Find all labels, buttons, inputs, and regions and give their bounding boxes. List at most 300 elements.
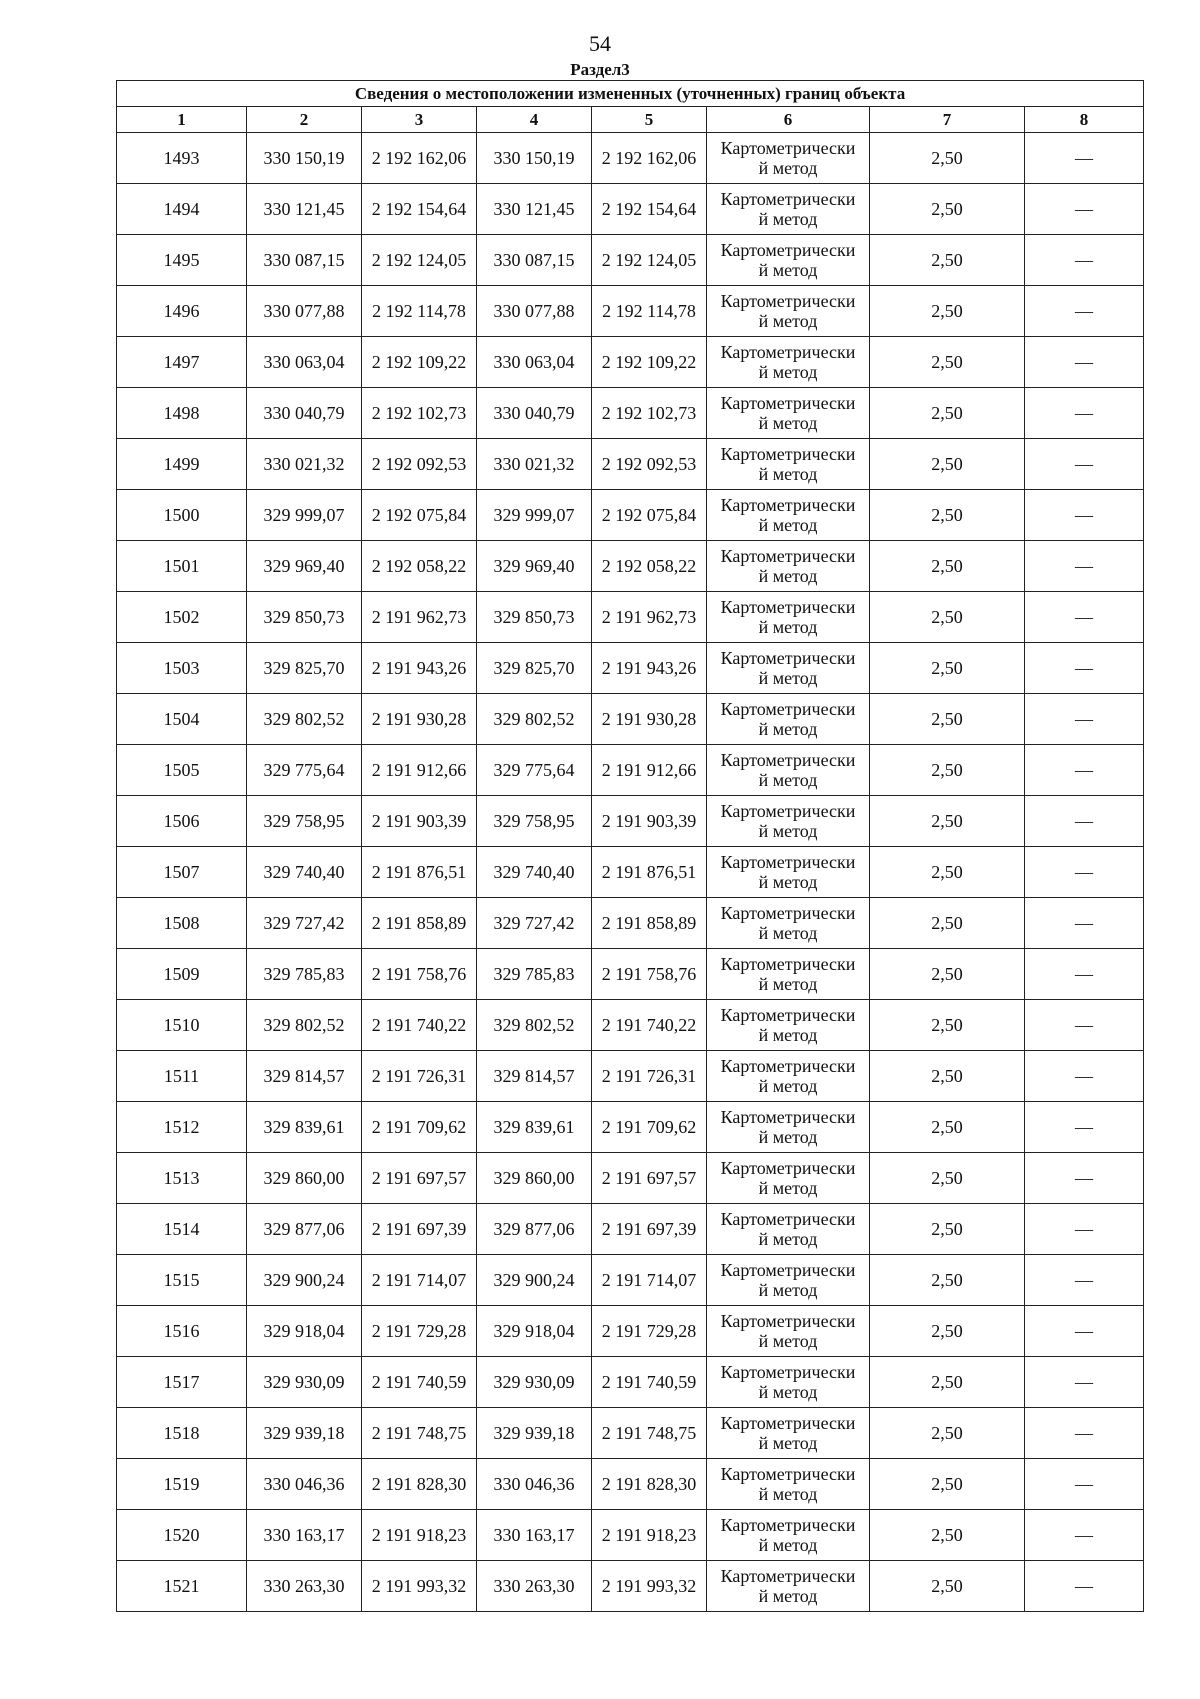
accuracy-cell: 2,50: [870, 949, 1025, 1000]
new-x-coordinate-cell: 329 802,52: [477, 1000, 592, 1051]
accuracy-cell: 2,50: [870, 235, 1025, 286]
method-line-1: Картометрически: [720, 240, 856, 260]
method-line-2: й метод: [758, 413, 818, 433]
accuracy-cell: 2,50: [870, 745, 1025, 796]
table-row: [117, 643, 1144, 694]
accuracy-cell: 2,50: [870, 1204, 1025, 1255]
dash-cell: —: [1025, 184, 1144, 235]
x-coordinate-cell: 329 850,73: [247, 592, 362, 643]
new-x-coordinate-cell: 329 860,00: [477, 1153, 592, 1204]
dash-cell: —: [1025, 1510, 1144, 1561]
new-x-coordinate-cell: 329 775,64: [477, 745, 592, 796]
dash-cell: —: [1025, 643, 1144, 694]
point-number-cell: 1509: [117, 949, 247, 1000]
point-number-cell: 1512: [117, 1102, 247, 1153]
point-number-cell: 1497: [117, 337, 247, 388]
coordinates-table: [116, 80, 1144, 1612]
y-coordinate-cell: 2 191 729,28: [362, 1306, 477, 1357]
new-y-coordinate-cell: 2 191 918,23: [592, 1510, 707, 1561]
table-row: [117, 1153, 1144, 1204]
point-number-cell: 1516: [117, 1306, 247, 1357]
accuracy-cell: 2,50: [870, 694, 1025, 745]
new-x-coordinate-cell: 329 740,40: [477, 847, 592, 898]
table-row: [117, 337, 1144, 388]
method-cell: [707, 235, 870, 286]
method-cell: [707, 133, 870, 184]
method-line-1: Картометрически: [720, 648, 856, 668]
method-line-2: й метод: [758, 719, 818, 739]
new-y-coordinate-cell: 2 191 876,51: [592, 847, 707, 898]
method-cell: [707, 1255, 870, 1306]
point-number-cell: 1506: [117, 796, 247, 847]
table-body: [117, 133, 1144, 1612]
method-line-1: Картометрически: [720, 1566, 856, 1586]
method-cell: [707, 1510, 870, 1561]
method-cell: [707, 745, 870, 796]
table-row: [117, 949, 1144, 1000]
dash-cell: —: [1025, 847, 1144, 898]
new-x-coordinate-cell: 329 802,52: [477, 694, 592, 745]
method-line-1: Картометрически: [720, 1107, 856, 1127]
method-line-1: Картометрически: [720, 444, 856, 464]
table-row: [117, 541, 1144, 592]
table-row: [117, 847, 1144, 898]
point-number-cell: 1504: [117, 694, 247, 745]
method-cell: [707, 439, 870, 490]
method-line-1: Картометрически: [720, 189, 856, 209]
y-coordinate-cell: 2 191 930,28: [362, 694, 477, 745]
column-number: 6: [707, 107, 870, 133]
y-coordinate-cell: 2 191 726,31: [362, 1051, 477, 1102]
point-number-cell: 1517: [117, 1357, 247, 1408]
table-caption: Сведения о местоположении измененных (уточненных) границ объекта: [117, 81, 1144, 107]
y-coordinate-cell: 2 192 102,73: [362, 388, 477, 439]
column-number: 8: [1025, 107, 1144, 133]
point-number-cell: 1496: [117, 286, 247, 337]
table-row: [117, 1000, 1144, 1051]
new-y-coordinate-cell: 2 191 697,57: [592, 1153, 707, 1204]
new-x-coordinate-cell: 329 900,24: [477, 1255, 592, 1306]
table-row: [117, 745, 1144, 796]
dash-cell: —: [1025, 745, 1144, 796]
method-line-2: й метод: [758, 311, 818, 331]
x-coordinate-cell: 329 775,64: [247, 745, 362, 796]
dash-cell: —: [1025, 490, 1144, 541]
accuracy-cell: 2,50: [870, 388, 1025, 439]
method-line-2: й метод: [758, 1535, 818, 1555]
method-line-2: й метод: [758, 515, 818, 535]
y-coordinate-cell: 2 192 154,64: [362, 184, 477, 235]
y-coordinate-cell: 2 191 828,30: [362, 1459, 477, 1510]
y-coordinate-cell: 2 192 075,84: [362, 490, 477, 541]
new-x-coordinate-cell: 329 727,42: [477, 898, 592, 949]
x-coordinate-cell: 329 860,00: [247, 1153, 362, 1204]
point-number-cell: 1505: [117, 745, 247, 796]
x-coordinate-cell: 330 163,17: [247, 1510, 362, 1561]
dash-cell: —: [1025, 1000, 1144, 1051]
method-cell: [707, 949, 870, 1000]
accuracy-cell: 2,50: [870, 1051, 1025, 1102]
x-coordinate-cell: 329 969,40: [247, 541, 362, 592]
dash-cell: —: [1025, 949, 1144, 1000]
point-number-cell: 1513: [117, 1153, 247, 1204]
method-line-1: Картометрически: [720, 138, 856, 158]
method-line-1: Картометрически: [720, 1362, 856, 1382]
new-y-coordinate-cell: 2 191 858,89: [592, 898, 707, 949]
method-line-2: й метод: [758, 209, 818, 229]
method-cell: [707, 796, 870, 847]
y-coordinate-cell: 2 191 748,75: [362, 1408, 477, 1459]
method-line-1: Картометрически: [720, 852, 856, 872]
x-coordinate-cell: 329 939,18: [247, 1408, 362, 1459]
dash-cell: —: [1025, 898, 1144, 949]
new-y-coordinate-cell: 2 191 930,28: [592, 694, 707, 745]
new-x-coordinate-cell: 330 163,17: [477, 1510, 592, 1561]
method-line-1: Картометрически: [720, 1260, 856, 1280]
method-line-1: Картометрически: [720, 954, 856, 974]
new-x-coordinate-cell: 329 969,40: [477, 541, 592, 592]
method-line-1: Картометрически: [720, 1464, 856, 1484]
x-coordinate-cell: 330 040,79: [247, 388, 362, 439]
x-coordinate-cell: 329 814,57: [247, 1051, 362, 1102]
method-cell: [707, 1000, 870, 1051]
new-x-coordinate-cell: 329 839,61: [477, 1102, 592, 1153]
method-line-2: й метод: [758, 260, 818, 280]
new-x-coordinate-cell: 330 150,19: [477, 133, 592, 184]
table-row: [117, 592, 1144, 643]
method-line-2: й метод: [758, 770, 818, 790]
new-y-coordinate-cell: 2 191 903,39: [592, 796, 707, 847]
method-cell: [707, 1306, 870, 1357]
point-number-cell: 1515: [117, 1255, 247, 1306]
x-coordinate-cell: 329 802,52: [247, 694, 362, 745]
new-y-coordinate-cell: 2 192 092,53: [592, 439, 707, 490]
new-y-coordinate-cell: 2 191 758,76: [592, 949, 707, 1000]
point-number-cell: 1500: [117, 490, 247, 541]
new-x-coordinate-cell: 329 785,83: [477, 949, 592, 1000]
accuracy-cell: 2,50: [870, 1510, 1025, 1561]
method-cell: [707, 490, 870, 541]
method-line-2: й метод: [758, 923, 818, 943]
x-coordinate-cell: 330 063,04: [247, 337, 362, 388]
point-number-cell: 1520: [117, 1510, 247, 1561]
dash-cell: —: [1025, 1306, 1144, 1357]
point-number-cell: 1494: [117, 184, 247, 235]
column-number: 4: [477, 107, 592, 133]
method-line-2: й метод: [758, 1076, 818, 1096]
new-x-coordinate-cell: 330 263,30: [477, 1561, 592, 1612]
method-cell: [707, 1102, 870, 1153]
table-row: [117, 133, 1144, 184]
point-number-cell: 1502: [117, 592, 247, 643]
method-cell: [707, 898, 870, 949]
accuracy-cell: 2,50: [870, 847, 1025, 898]
method-cell: [707, 643, 870, 694]
table-row: [117, 1408, 1144, 1459]
accuracy-cell: 2,50: [870, 796, 1025, 847]
accuracy-cell: 2,50: [870, 898, 1025, 949]
x-coordinate-cell: 329 930,09: [247, 1357, 362, 1408]
x-coordinate-cell: 329 900,24: [247, 1255, 362, 1306]
y-coordinate-cell: 2 191 697,39: [362, 1204, 477, 1255]
method-cell: [707, 184, 870, 235]
accuracy-cell: 2,50: [870, 1459, 1025, 1510]
table-row: [117, 490, 1144, 541]
x-coordinate-cell: 330 077,88: [247, 286, 362, 337]
point-number-cell: 1495: [117, 235, 247, 286]
y-coordinate-cell: 2 192 124,05: [362, 235, 477, 286]
new-x-coordinate-cell: 330 046,36: [477, 1459, 592, 1510]
new-y-coordinate-cell: 2 192 124,05: [592, 235, 707, 286]
method-cell: [707, 1561, 870, 1612]
method-line-1: Картометрически: [720, 1056, 856, 1076]
method-cell: [707, 1459, 870, 1510]
new-y-coordinate-cell: 2 192 058,22: [592, 541, 707, 592]
new-y-coordinate-cell: 2 191 729,28: [592, 1306, 707, 1357]
accuracy-cell: 2,50: [870, 541, 1025, 592]
x-coordinate-cell: 329 785,83: [247, 949, 362, 1000]
method-line-2: й метод: [758, 1331, 818, 1351]
new-y-coordinate-cell: 2 191 962,73: [592, 592, 707, 643]
new-y-coordinate-cell: 2 191 697,39: [592, 1204, 707, 1255]
new-x-coordinate-cell: 329 814,57: [477, 1051, 592, 1102]
method-line-1: Картометрически: [720, 597, 856, 617]
method-line-2: й метод: [758, 1433, 818, 1453]
method-line-1: Картометрически: [720, 546, 856, 566]
point-number-cell: 1521: [117, 1561, 247, 1612]
y-coordinate-cell: 2 191 903,39: [362, 796, 477, 847]
new-y-coordinate-cell: 2 191 993,32: [592, 1561, 707, 1612]
method-line-1: Картометрически: [720, 495, 856, 515]
accuracy-cell: 2,50: [870, 1255, 1025, 1306]
table-row: [117, 388, 1144, 439]
method-cell: [707, 694, 870, 745]
method-cell: [707, 1357, 870, 1408]
new-x-coordinate-cell: 329 877,06: [477, 1204, 592, 1255]
table-row: [117, 1306, 1144, 1357]
new-y-coordinate-cell: 2 191 714,07: [592, 1255, 707, 1306]
method-line-2: й метод: [758, 1382, 818, 1402]
table-row: [117, 235, 1144, 286]
dash-cell: —: [1025, 1357, 1144, 1408]
method-line-1: Картометрически: [720, 1515, 856, 1535]
y-coordinate-cell: 2 191 962,73: [362, 592, 477, 643]
accuracy-cell: 2,50: [870, 1561, 1025, 1612]
new-x-coordinate-cell: 330 021,32: [477, 439, 592, 490]
method-cell: [707, 286, 870, 337]
x-coordinate-cell: 330 087,15: [247, 235, 362, 286]
method-cell: [707, 388, 870, 439]
table-row: [117, 1204, 1144, 1255]
y-coordinate-cell: 2 192 058,22: [362, 541, 477, 592]
point-number-cell: 1519: [117, 1459, 247, 1510]
y-coordinate-cell: 2 191 943,26: [362, 643, 477, 694]
point-number-cell: 1501: [117, 541, 247, 592]
column-number: 2: [247, 107, 362, 133]
accuracy-cell: 2,50: [870, 643, 1025, 694]
y-coordinate-cell: 2 191 758,76: [362, 949, 477, 1000]
method-line-1: Картометрически: [720, 750, 856, 770]
x-coordinate-cell: 329 877,06: [247, 1204, 362, 1255]
new-y-coordinate-cell: 2 191 912,66: [592, 745, 707, 796]
new-x-coordinate-cell: 329 930,09: [477, 1357, 592, 1408]
method-line-2: й метод: [758, 1229, 818, 1249]
new-y-coordinate-cell: 2 192 114,78: [592, 286, 707, 337]
column-number: 5: [592, 107, 707, 133]
x-coordinate-cell: 330 021,32: [247, 439, 362, 490]
dash-cell: —: [1025, 286, 1144, 337]
x-coordinate-cell: 329 727,42: [247, 898, 362, 949]
column-number: 3: [362, 107, 477, 133]
new-x-coordinate-cell: 329 758,95: [477, 796, 592, 847]
y-coordinate-cell: 2 192 114,78: [362, 286, 477, 337]
method-cell: [707, 592, 870, 643]
method-line-1: Картометрически: [720, 1209, 856, 1229]
y-coordinate-cell: 2 191 993,32: [362, 1561, 477, 1612]
y-coordinate-cell: 2 191 918,23: [362, 1510, 477, 1561]
new-y-coordinate-cell: 2 191 943,26: [592, 643, 707, 694]
method-line-2: й метод: [758, 1586, 818, 1606]
dash-cell: —: [1025, 796, 1144, 847]
table-row: [117, 286, 1144, 337]
new-y-coordinate-cell: 2 192 102,73: [592, 388, 707, 439]
table-row: [117, 1102, 1144, 1153]
method-line-1: Картометрически: [720, 903, 856, 923]
method-cell: [707, 541, 870, 592]
method-line-1: Картометрически: [720, 1311, 856, 1331]
new-x-coordinate-cell: 330 087,15: [477, 235, 592, 286]
method-line-1: Картометрически: [720, 1413, 856, 1433]
accuracy-cell: 2,50: [870, 592, 1025, 643]
new-x-coordinate-cell: 329 850,73: [477, 592, 592, 643]
accuracy-cell: 2,50: [870, 1000, 1025, 1051]
new-y-coordinate-cell: 2 191 748,75: [592, 1408, 707, 1459]
method-line-2: й метод: [758, 617, 818, 637]
y-coordinate-cell: 2 191 912,66: [362, 745, 477, 796]
new-y-coordinate-cell: 2 192 109,22: [592, 337, 707, 388]
y-coordinate-cell: 2 191 876,51: [362, 847, 477, 898]
table-row: [117, 1459, 1144, 1510]
y-coordinate-cell: 2 191 714,07: [362, 1255, 477, 1306]
dash-cell: —: [1025, 439, 1144, 490]
method-cell: [707, 847, 870, 898]
method-line-2: й метод: [758, 362, 818, 382]
column-number: 1: [117, 107, 247, 133]
method-line-2: й метод: [758, 1025, 818, 1045]
x-coordinate-cell: 329 740,40: [247, 847, 362, 898]
point-number-cell: 1518: [117, 1408, 247, 1459]
accuracy-cell: 2,50: [870, 1408, 1025, 1459]
table-row: [117, 1051, 1144, 1102]
method-line-2: й метод: [758, 668, 818, 688]
accuracy-cell: 2,50: [870, 439, 1025, 490]
dash-cell: —: [1025, 337, 1144, 388]
method-line-2: й метод: [758, 1280, 818, 1300]
method-line-2: й метод: [758, 566, 818, 586]
dash-cell: —: [1025, 1051, 1144, 1102]
accuracy-cell: 2,50: [870, 337, 1025, 388]
dash-cell: —: [1025, 1153, 1144, 1204]
dash-cell: —: [1025, 694, 1144, 745]
new-x-coordinate-cell: 329 939,18: [477, 1408, 592, 1459]
new-y-coordinate-cell: 2 191 740,22: [592, 1000, 707, 1051]
x-coordinate-cell: 329 918,04: [247, 1306, 362, 1357]
method-line-1: Картометрически: [720, 1005, 856, 1025]
table-row: [117, 1255, 1144, 1306]
table-row: [117, 1357, 1144, 1408]
dash-cell: —: [1025, 388, 1144, 439]
y-coordinate-cell: 2 191 709,62: [362, 1102, 477, 1153]
method-cell: [707, 1408, 870, 1459]
y-coordinate-cell: 2 192 092,53: [362, 439, 477, 490]
method-line-2: й метод: [758, 464, 818, 484]
new-y-coordinate-cell: 2 192 162,06: [592, 133, 707, 184]
dash-cell: —: [1025, 1459, 1144, 1510]
x-coordinate-cell: 330 046,36: [247, 1459, 362, 1510]
point-number-cell: 1498: [117, 388, 247, 439]
x-coordinate-cell: 329 825,70: [247, 643, 362, 694]
new-x-coordinate-cell: 330 040,79: [477, 388, 592, 439]
y-coordinate-cell: 2 192 162,06: [362, 133, 477, 184]
dash-cell: —: [1025, 541, 1144, 592]
x-coordinate-cell: 329 802,52: [247, 1000, 362, 1051]
new-x-coordinate-cell: 329 825,70: [477, 643, 592, 694]
dash-cell: —: [1025, 235, 1144, 286]
method-line-2: й метод: [758, 1484, 818, 1504]
column-number-row: [117, 107, 1144, 133]
dash-cell: —: [1025, 1408, 1144, 1459]
accuracy-cell: 2,50: [870, 1306, 1025, 1357]
dash-cell: —: [1025, 1102, 1144, 1153]
accuracy-cell: 2,50: [870, 133, 1025, 184]
method-line-2: й метод: [758, 1127, 818, 1147]
method-cell: [707, 1204, 870, 1255]
method-line-1: Картометрически: [720, 393, 856, 413]
y-coordinate-cell: 2 192 109,22: [362, 337, 477, 388]
page-number: 54: [589, 31, 611, 56]
method-cell: [707, 337, 870, 388]
table-row: [117, 1510, 1144, 1561]
dash-cell: —: [1025, 133, 1144, 184]
method-line-1: Картометрически: [720, 1158, 856, 1178]
point-number-cell: 1503: [117, 643, 247, 694]
dash-cell: —: [1025, 1561, 1144, 1612]
dash-cell: —: [1025, 1204, 1144, 1255]
new-y-coordinate-cell: 2 191 828,30: [592, 1459, 707, 1510]
dash-cell: —: [1025, 1255, 1144, 1306]
y-coordinate-cell: 2 191 858,89: [362, 898, 477, 949]
accuracy-cell: 2,50: [870, 490, 1025, 541]
method-line-1: Картометрически: [720, 342, 856, 362]
new-y-coordinate-cell: 2 192 075,84: [592, 490, 707, 541]
x-coordinate-cell: 329 839,61: [247, 1102, 362, 1153]
column-number: 7: [870, 107, 1025, 133]
method-line-2: й метод: [758, 872, 818, 892]
y-coordinate-cell: 2 191 740,59: [362, 1357, 477, 1408]
table-row: [117, 1561, 1144, 1612]
point-number-cell: 1508: [117, 898, 247, 949]
method-cell: [707, 1153, 870, 1204]
x-coordinate-cell: 329 758,95: [247, 796, 362, 847]
x-coordinate-cell: 330 150,19: [247, 133, 362, 184]
point-number-cell: 1514: [117, 1204, 247, 1255]
dash-cell: —: [1025, 592, 1144, 643]
x-coordinate-cell: 330 263,30: [247, 1561, 362, 1612]
accuracy-cell: 2,50: [870, 286, 1025, 337]
y-coordinate-cell: 2 191 697,57: [362, 1153, 477, 1204]
table-row: [117, 694, 1144, 745]
accuracy-cell: 2,50: [870, 184, 1025, 235]
